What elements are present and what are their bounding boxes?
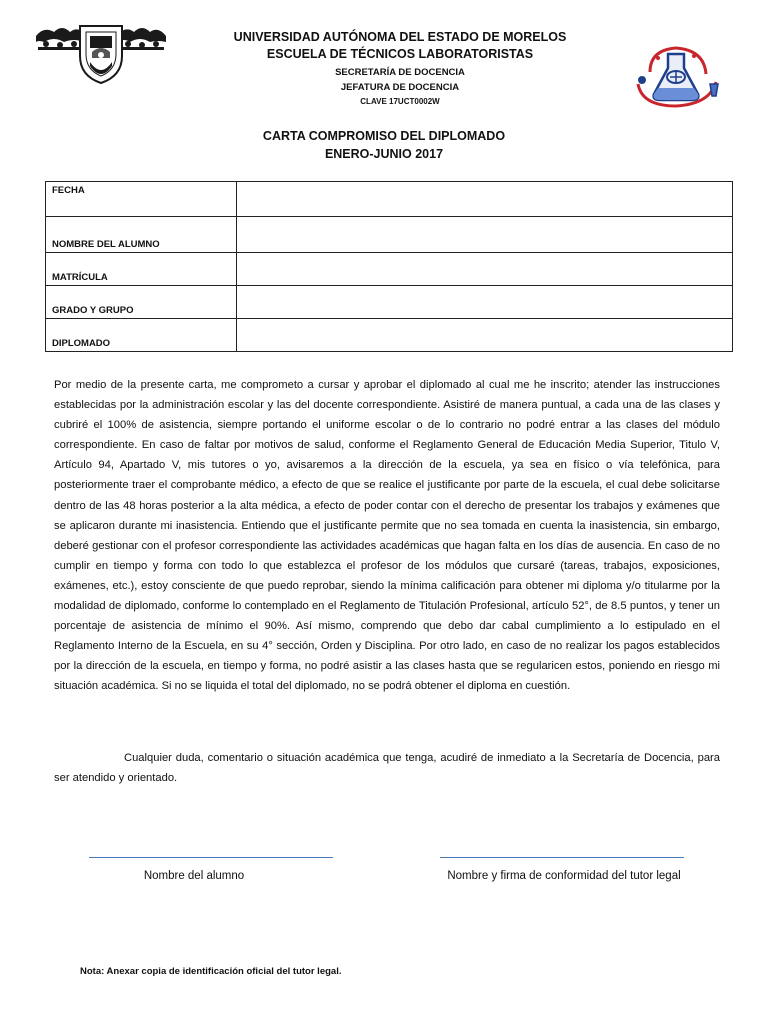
document-title — [100, 127, 668, 163]
document-header — [170, 29, 630, 108]
field-label-grado-grupo: GRADO Y GRUPO — [46, 286, 237, 319]
body-paragraph-1: Por medio de la presente carta, me comprometo a cursar y aprobar el diplomado al cual me he inscrito; atender las instrucciones establecidas por la administración escolar y las del docente correspondiente. Asistiré de manera puntual, a cada una de las clases y cubriré el 100% de asistencia, siempre portando el uniforme escolar o de lo contrario no podré entrar a las clases del módulo correspondiente. En caso de faltar por motivos de salud, conforme el Reglamento General de Educación Media Superior, Titulo V, Artículo 94, Apartado V, mis tutores o yo, avisaremos a la dirección de la escuela, ya sea en físico o vía telefónica, para posteriormente traer el comprobante médico, a efecto de que se realice el justificante por parte de la escuela, el cual debe solicitarse dentro de las 48 horas posterior a la alta médica, a efecto de poder contar con el derecho de presentar los trabajos y exámenes que se aplicaron durante mi inasistencia. Entiendo que el justificante permite que no sea tomada en cuenta la inasistencia, sin embargo, deberé gestionar con el profesor correspondiente las actividades académicas que hagan falta en los días de ausencia. En caso de no cumplir en tiempo y forma con todo lo que establezca el profesor de los módulos que cursaré (tareas, trabajos, exposiciones, exámenes, etc.), estoy consciente de que puedo reprobar, siendo la mínima calificación para obtener mi diploma y/o titularme por la modalidad de diplomado, conforme lo contemplado en el Reglamento de Titulación Profesional, artículo 52°, de 8.5 puntos, y tener un porcentaje de asistencia de mínimo el 90%. Así mismo, comprendo que debo dar cabal cumplimiento a lo estipulado en el Reglamento Interno de la Escuela, en su 4° sección, Orden y Disciplina. Por otro lado, en caso de no realizar los pagos establecidos por la dirección de la escuela, en tiempo y forma, no podré asistir a las clases hasta que se regularicen estos, poniendo en riesgo mi situación académica. Si no se liquida el total del diplomado, no se podrá obtener el diploma en cuestión. — [54, 379, 720, 693]
department-name: SECRETARÍA DE DOCENCIA — [335, 67, 465, 78]
tutor-signature-label: Nombre y firma de conformidad del tutor legal — [447, 870, 681, 882]
commitment-text — [54, 375, 720, 697]
field-label-matricula: MATRÍCULA — [46, 253, 237, 286]
field-value-fecha[interactable] — [237, 182, 733, 217]
university-crest-logo — [34, 22, 168, 84]
laboratory-flask-logo — [632, 44, 724, 110]
field-value-nombre[interactable] — [237, 217, 733, 253]
office-name: JEFATURA DE DOCENCIA — [340, 82, 460, 93]
footer-note: Nota: Anexar copia de identificación oficial del tutor legal. — [80, 966, 342, 977]
university-name: UNIVERSIDAD AUTÓNOMA DEL ESTADO DE MORELOS — [233, 30, 567, 44]
school-name: ESCUELA DE TÉCNICOS LABORATORISTAS — [266, 47, 534, 61]
table-row — [46, 253, 733, 286]
school-code: CLAVE 17UCT0002W — [360, 97, 440, 106]
table-row — [46, 319, 733, 352]
student-info-table — [45, 181, 733, 352]
field-value-diplomado[interactable] — [237, 319, 733, 352]
student-signature-line — [89, 857, 333, 858]
table-row — [46, 182, 733, 217]
table-row — [46, 286, 733, 319]
tutor-signature-line — [440, 857, 684, 858]
body-paragraph-2: Cualquier duda, comentario o situación académica que tenga, acudiré de inmediato a la Secretaría de Docencia, para ser atendido y orientado. — [54, 752, 720, 785]
title-line-1: CARTA COMPROMISO DEL DIPLOMADO — [262, 129, 506, 143]
title-line-2: ENERO-JUNIO 2017 — [324, 147, 444, 161]
student-signature-label: Nombre del alumno — [143, 870, 245, 882]
field-label-diplomado: DIPLOMADO — [46, 319, 237, 352]
field-label-fecha: FECHA — [46, 182, 237, 217]
field-value-grado-grupo[interactable] — [237, 286, 733, 319]
field-label-nombre: NOMBRE DEL ALUMNO — [46, 217, 237, 253]
table-row — [46, 217, 733, 253]
field-value-matricula[interactable] — [237, 253, 733, 286]
